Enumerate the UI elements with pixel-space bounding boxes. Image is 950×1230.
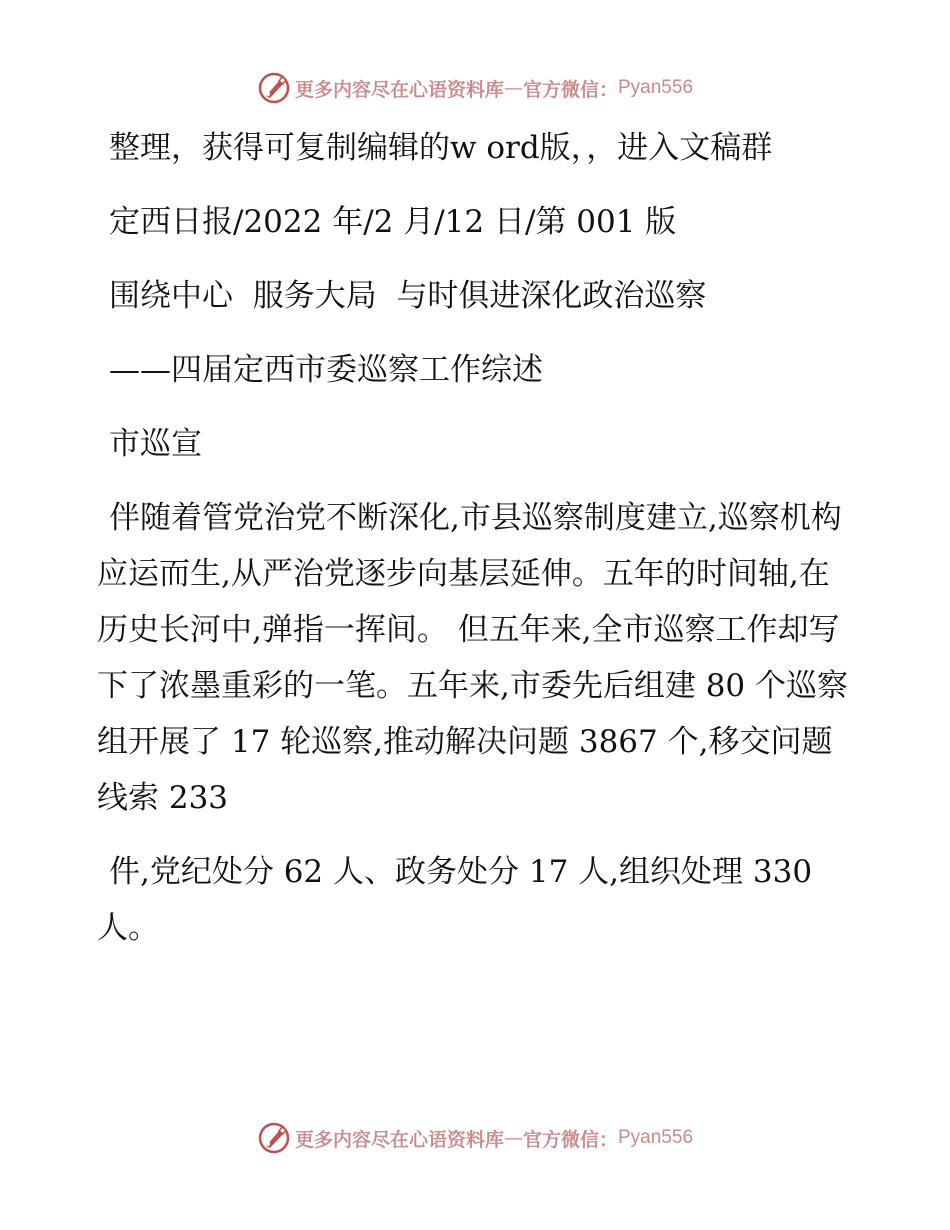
pen-logo-icon	[257, 1121, 291, 1155]
watermark-wechat-label: 官方微信：	[522, 1128, 618, 1151]
pen-logo-icon	[257, 71, 291, 105]
subtitle: ——四届定西市委巡察工作综述	[109, 352, 543, 388]
body-paragraph: 伴随着管党治党不断深化,市县巡察制度建立,巡察机构应运而生,从严治党逐步向基层延伸。五年的时间轴,在历史长河中,弹指一挥间。 但五年来,全市巡察工作却写下了浓墨重彩的一笔。五年来,市委先后组建 80 个巡察组开展了 17 轮巡察,推动解决问题 3867 个,移交问题线索 233	[97, 500, 849, 816]
watermark-separator: —	[503, 1127, 523, 1149]
document-body	[97, 120, 857, 956]
watermark-wechat-id: Pyan556	[618, 77, 694, 98]
footer-watermark	[0, 1118, 950, 1158]
header-watermark	[0, 68, 950, 108]
watermark-wechat-id: Pyan556	[618, 1127, 694, 1148]
watermark-separator: —	[503, 77, 523, 99]
watermark-wechat-label: 官方微信：	[522, 78, 618, 101]
headline: 围绕中心 服务大局 与时俱进深化政治巡察	[109, 278, 707, 314]
watermark-site-text: 更多内容尽在心语资料库	[294, 78, 504, 101]
watermark-site-text: 更多内容尽在心语资料库	[294, 1128, 504, 1151]
source-line: 定西日报/2022 年/2 月/12 日/第 001 版	[109, 204, 677, 240]
body-paragraph: 件,党纪处分 62 人、政务处分 17 人,组织处理 330 人。	[97, 854, 822, 946]
intro-line: 整理，获得可复制编辑的w ord版，，进入文稿群	[109, 130, 773, 166]
author-line: 市巡宣	[109, 426, 202, 462]
